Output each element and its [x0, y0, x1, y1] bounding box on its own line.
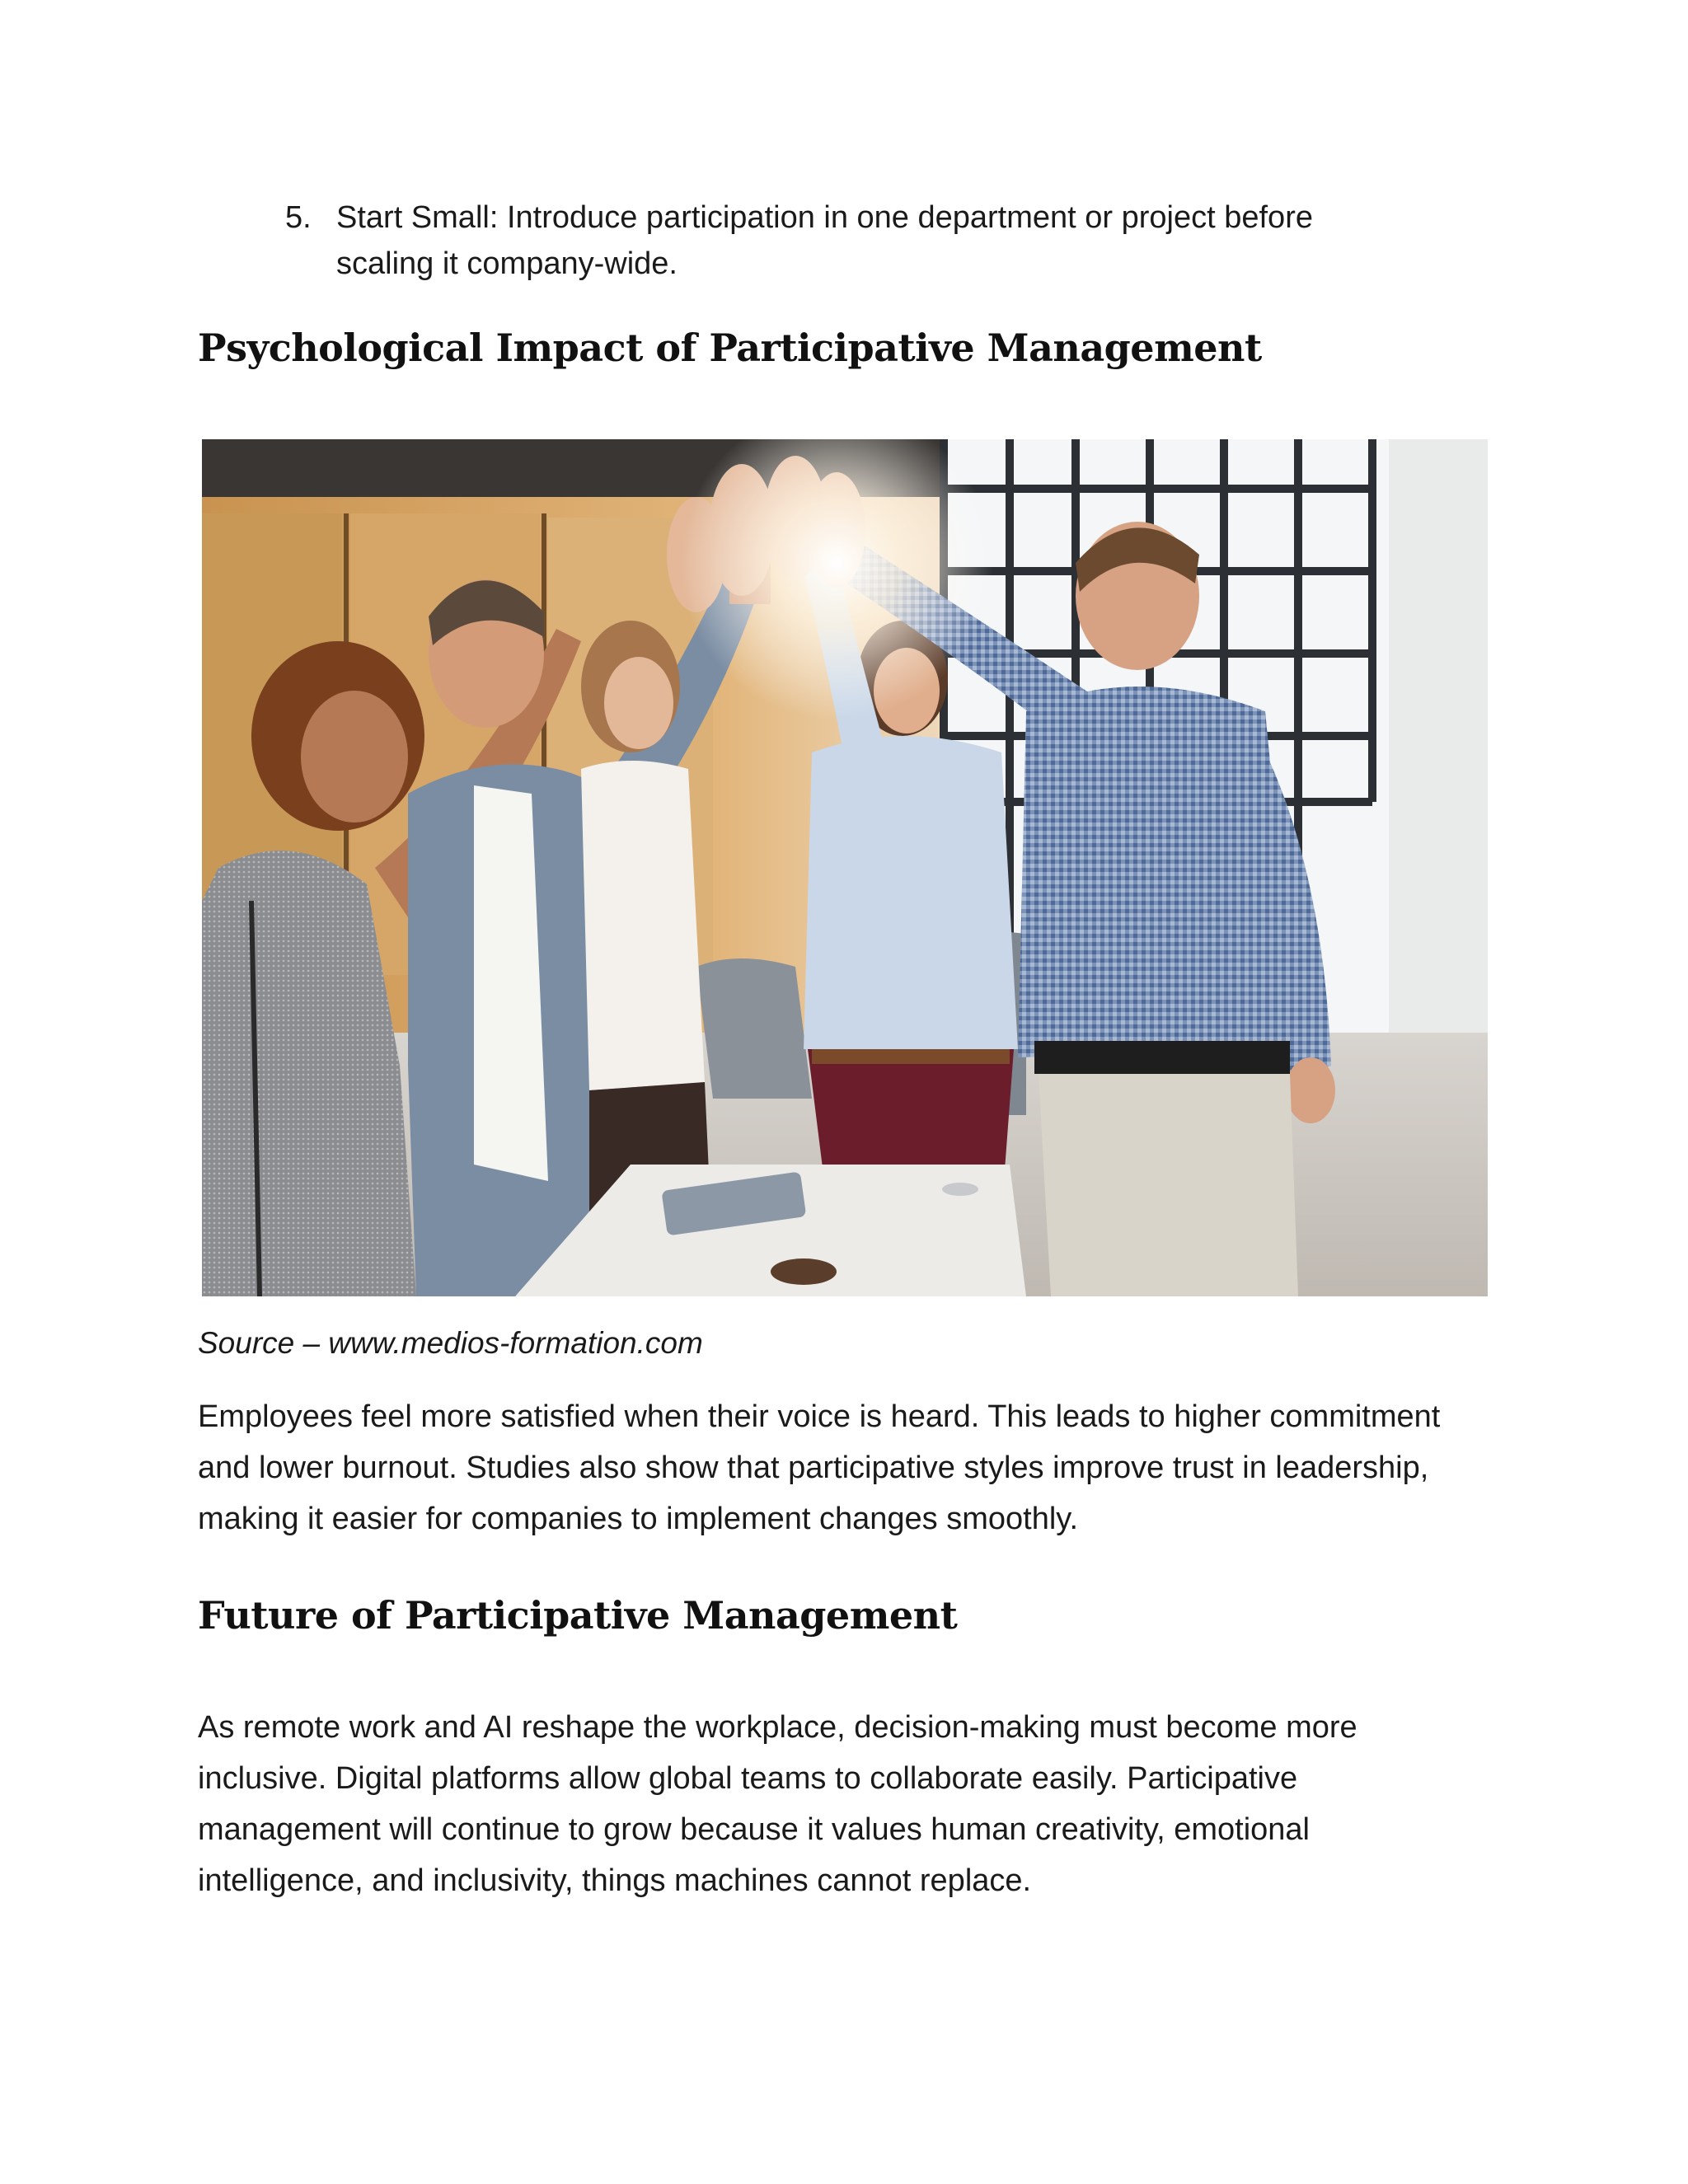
- numbered-list: [285, 194, 1439, 287]
- section-heading-psychological-impact: Psychological Impact of Participative Management: [198, 326, 1262, 370]
- list-item-text: Start Small: Introduce participation in one department or project before scaling it company-wide.: [336, 200, 1313, 281]
- list-item-number: 5.: [285, 200, 312, 235]
- team-high-five-photo: [202, 439, 1488, 1296]
- paragraph-future: As remote work and AI reshape the workplace, decision-making must become more inclusive. Digital platforms allow global teams to collaborate easily. Participative management will continue to grow because it values human creativity, emotional intelligence, and inclusivity, things machines cannot replace.: [198, 1710, 1357, 1898]
- list-item: [285, 194, 1439, 287]
- section-heading-future: Future of Participative Management: [198, 1593, 958, 1638]
- image-caption: Source – www.medios-formation.com: [198, 1326, 703, 1360]
- paragraph-psychological-impact: Employees feel more satisfied when their voice is heard. This leads to higher commitment and lower burnout. Studies also show that participative styles improve trust in leadership, making it easier for companies to implement changes smoothly.: [198, 1399, 1441, 1536]
